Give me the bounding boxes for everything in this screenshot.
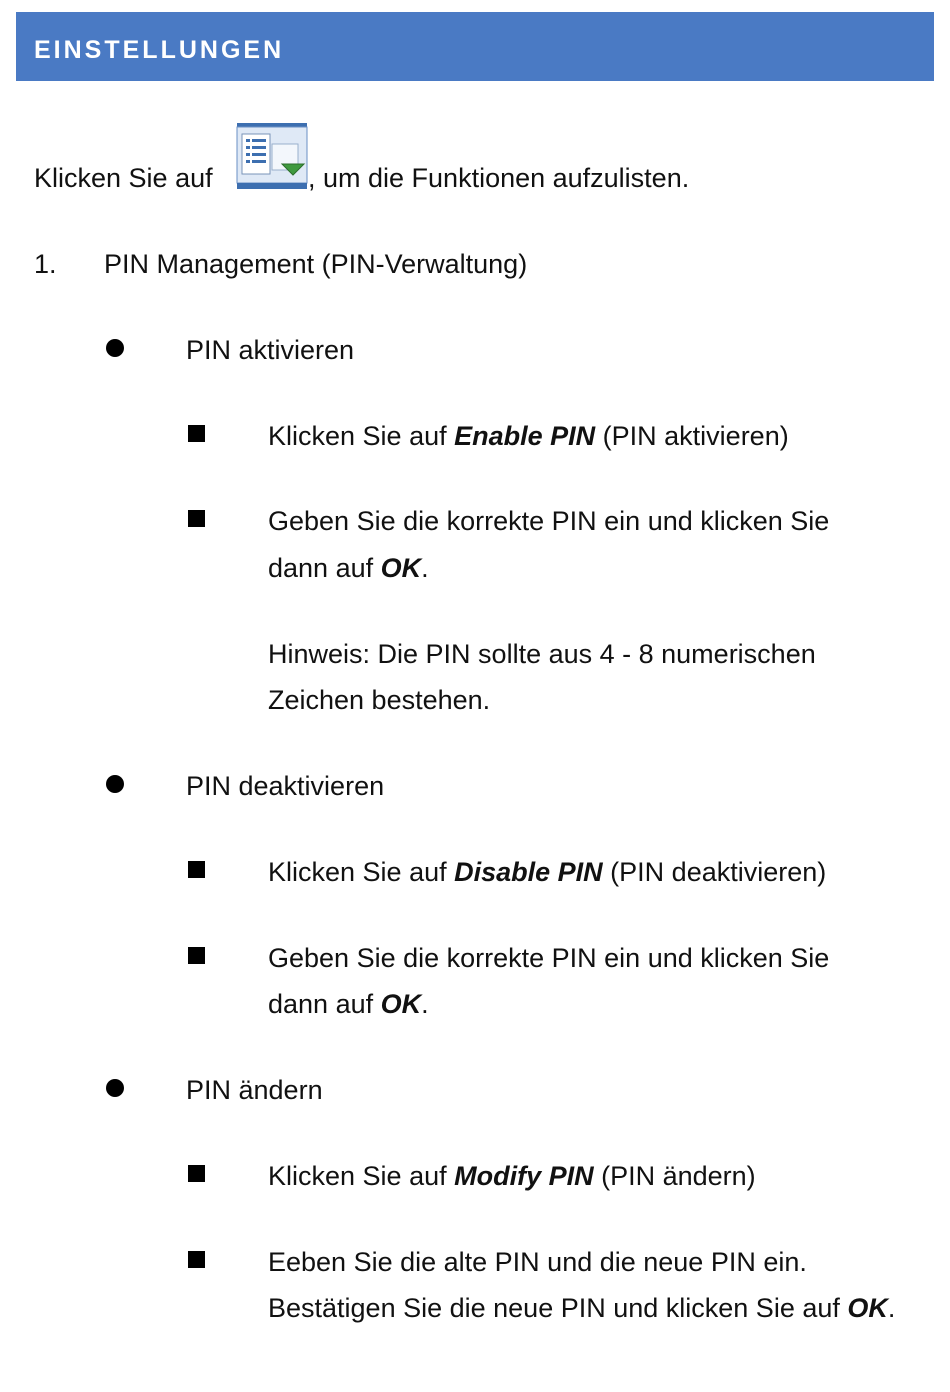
enable-note-line-2: Zeichen bestehen. xyxy=(268,685,491,715)
disable-pin-heading: PIN deaktivieren xyxy=(186,771,385,801)
intro-line xyxy=(34,155,213,201)
modify-step-2-line-2: Bestätigen Sie die neue PIN und klicken Sie auf OK. xyxy=(268,1293,896,1323)
bullet-icon xyxy=(106,339,124,357)
modify-step-2-line-1: Eeben Sie die alte PIN und die neue PIN ein. xyxy=(268,1247,807,1277)
modify-pin-heading: PIN ändern xyxy=(186,1075,323,1105)
intro-text-before: Klicken Sie auf xyxy=(34,163,213,193)
enable-step-1: Klicken Sie auf Enable PIN (PIN aktivieren) xyxy=(268,421,789,451)
menu-list-icon[interactable] xyxy=(236,122,308,190)
square-bullet-icon xyxy=(188,510,205,527)
enable-pin-heading: PIN aktivieren xyxy=(186,335,355,365)
bullet-icon xyxy=(106,775,124,793)
square-bullet-icon xyxy=(188,1251,205,1268)
disable-step-2-line-2: dann auf OK. xyxy=(268,989,429,1019)
square-bullet-icon xyxy=(188,425,205,442)
disable-step-2-line-1: Geben Sie die korrekte PIN ein und klicken Sie xyxy=(268,943,830,973)
bullet-icon xyxy=(106,1079,124,1097)
square-bullet-icon xyxy=(188,947,205,964)
enable-note-line-1: Hinweis: Die PIN sollte aus 4 - 8 numerischen xyxy=(268,639,816,669)
section-title: EINSTELLUNGEN xyxy=(34,36,285,64)
modify-step-1: Klicken Sie auf Modify PIN (PIN ändern) xyxy=(268,1161,756,1191)
section-number: 1. xyxy=(34,249,57,279)
enable-step-2-line-1: Geben Sie die korrekte PIN ein und klicken Sie xyxy=(268,506,830,536)
disable-step-1: Klicken Sie auf Disable PIN (PIN deaktivieren) xyxy=(268,857,827,887)
section-header xyxy=(16,12,934,81)
intro-text-after: , um die Funktionen aufzulisten. xyxy=(308,163,690,193)
enable-step-2-line-2: dann auf OK. xyxy=(268,553,429,583)
square-bullet-icon xyxy=(188,861,205,878)
section-heading: PIN Management (PIN-Verwaltung) xyxy=(104,249,528,279)
square-bullet-icon xyxy=(188,1165,205,1182)
